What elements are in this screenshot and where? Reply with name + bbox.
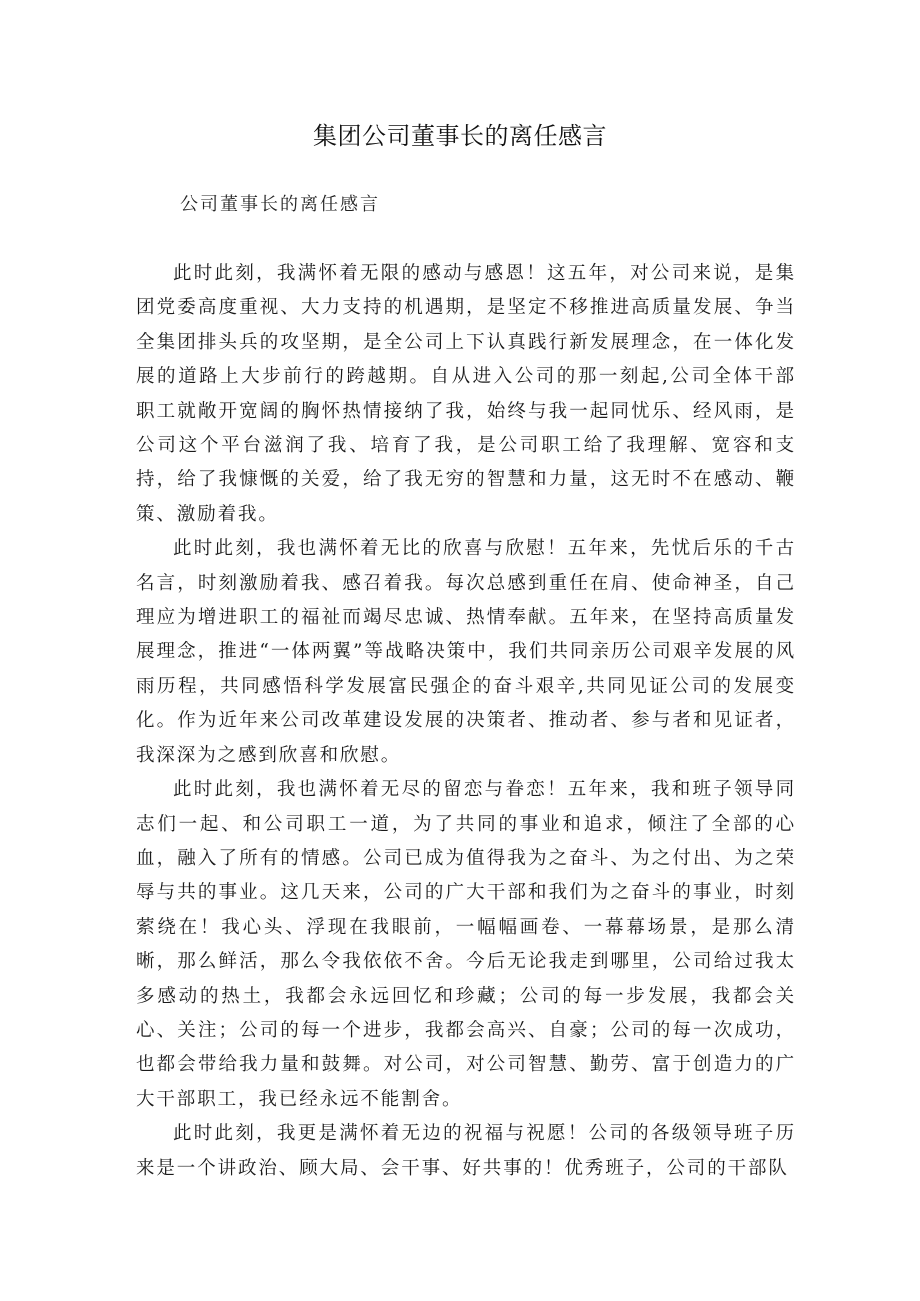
document-subtitle: 公司董事长的离任感言 — [180, 194, 380, 215]
body-paragraph-1: 此时此刻，我满怀着无限的感动与感恩！这五年，对公司来说，是集团党委高度重视、大力支持的机遇期，是坚定不移推进高质量发展、争当全集团排头兵的攻坚期，是全公司上下认真践行新发展理念，在一体化发展的道路上大步前行的跨越期。自从进入公司的那一刻起,公司全体干部职工就敞开宽阔的胸怀热情接纳了我，始终与我一起同忧乐、经风雨，是公司这个平台滋润了我、培育了我，是公司职工给了我理解、宽容和支持，给了我慷慨的关爱，给了我无穷的智慧和力量，这无时不在感动、鞭策、激励着我。 — [136, 263, 796, 525]
body-paragraph-4: 此时此刻，我更是满怀着无边的祝福与祝愿！公司的各级领导班子历来是一个讲政治、顾大局、会干事、好共事的！优秀班子，公司的干部队 — [136, 1123, 796, 1179]
document-body — [136, 257, 796, 1186]
document-title: 集团公司董事长的离任感言 — [313, 122, 607, 150]
body-paragraph-2: 此时此刻，我也满怀着无比的欣喜与欣慰！五年来，先忧后乐的千古名言，时刻激励着我、感召着我。每次总感到重任在肩、使命神圣，自己理应为增进职工的福祉而竭尽忠诚、热情奉献。五年来，在坚持高质量发展理念，推进“一体两翼”等战略决策中，我们共同亲历公司艰辛发展的风雨历程，共同感悟科学发展富民强企的奋斗艰辛,共同见证公司的发展变化。作为近年来公司改革建设发展的决策者、推动者、参与者和见证者，我深深为之感到欣喜和欣慰。 — [136, 538, 796, 766]
body-paragraph-3: 此时此刻，我也满怀着无尽的留恋与眷恋！五年来，我和班子领导同志们一起、和公司职工一道，为了共同的事业和追求，倾注了全部的心血，融入了所有的情感。公司已成为值得我为之奋斗、为之付出、为之荣辱与共的事业。这几天来，公司的广大干部和我们为之奋斗的事业，时刻萦绕在！我心头、浮现在我眼前，一幅幅画卷、一幕幕场景，是那么清晰，那么鲜活，那么令我依依不舍。今后无论我走到哪里，公司给过我太多感动的热土，我都会永远回忆和珍藏；公司的每一步发展，我都会关心、关注；公司的每一个进步，我都会高兴、自豪；公司的每一次成功，也都会带给我力量和鼓舞。对公司，对公司智慧、勤劳、富于创造力的广大干部职工，我已经永远不能割舍。 — [136, 779, 796, 1110]
